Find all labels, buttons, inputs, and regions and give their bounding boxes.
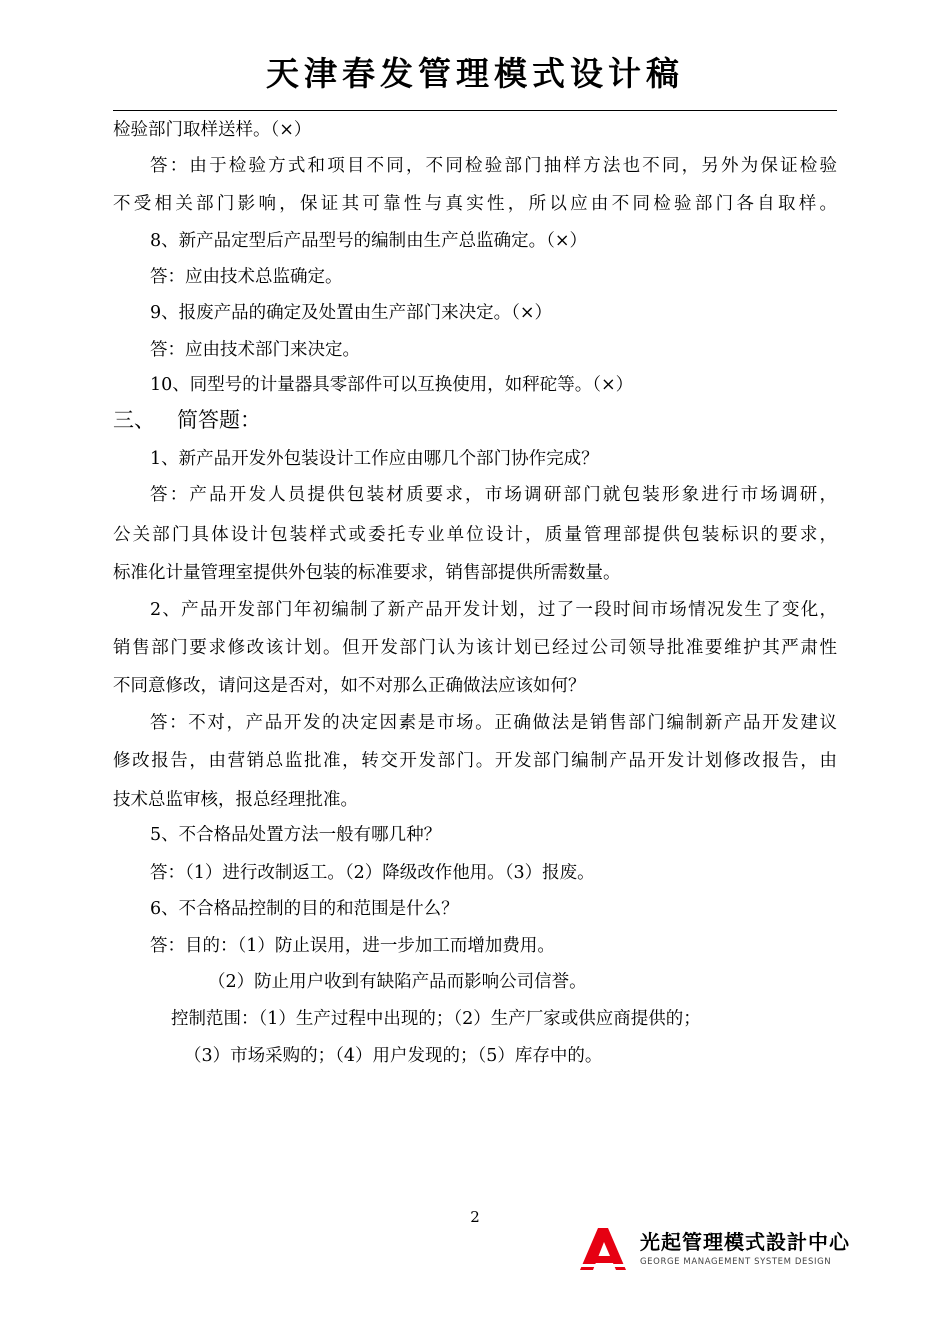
- question-line: 不同意修改，请问这是否对，如不对那么正确做法应该如何？: [113, 676, 586, 696]
- answer-line: 修改报告，由营销总监批准，转交开发部门。开发部门编制产品开发计划修改报告，由: [113, 751, 837, 771]
- answer-line: （2）防止用户收到有缺陷产品而影响公司信誉。: [208, 972, 587, 992]
- answer-line: 答：（1）进行改制返工。（2）降级改作他用。（3）报废。: [150, 863, 595, 883]
- answer-line: 答：由于检验方式和项目不同，不同检验部门抽样方法也不同，另外为保证检验: [150, 156, 837, 176]
- question-line: 5、不合格品处置方法一般有哪几种？: [150, 825, 442, 845]
- question-line: 销售部门要求修改该计划。但开发部门认为该计划已经过公司领导批准要维护其严肃性: [113, 638, 837, 658]
- answer-line: 标准化计量管理室提供外包装的标准要求，销售部提供所需数量。: [113, 563, 621, 583]
- company-logo: [578, 1226, 850, 1272]
- question-line: 1、新产品开发外包装设计工作应由哪几个部门协作完成？: [150, 449, 599, 469]
- answer-line: 答：应由技术总监确定。: [150, 267, 343, 287]
- answer-line: 控制范围：（1）生产过程中出现的；（2）生产厂家或供应商提供的；: [171, 1009, 701, 1029]
- answer-line: 答：不对，产品开发的决定因素是市场。正确做法是销售部门编制新产品开发建议: [150, 713, 837, 733]
- logo-a-mark-icon: [578, 1226, 626, 1270]
- answer-line: 答：目的：（1）防止误用，进一步加工而增加费用。: [150, 936, 555, 956]
- section-heading: [113, 406, 261, 434]
- document-header-title: 天津春发管理模式设计稿: [266, 54, 684, 93]
- question-line: 10、同型号的计量器具零部件可以互换使用，如秤砣等。（×）: [150, 375, 634, 395]
- answer-line: （3）市场采购的；（4）用户发现的；（5）库存中的。: [184, 1046, 603, 1066]
- section-number: 三、: [113, 408, 155, 432]
- answer-line: 答：产品开发人员提供包装材质要求，市场调研部门就包装形象进行市场调研，: [150, 485, 837, 505]
- answer-line: 答：应由技术部门来决定。: [150, 340, 360, 360]
- question-line: 9、报废产品的确定及处置由生产部门来决定。（×）: [150, 303, 553, 323]
- question-line: 2、产品开发部门年初编制了新产品开发计划，过了一段时间市场情况发生了变化，: [150, 600, 837, 620]
- question-line: 8、新产品定型后产品型号的编制由生产总监确定。（×）: [150, 231, 588, 251]
- page-number: 2: [470, 1208, 480, 1226]
- header-divider: [113, 110, 837, 111]
- question-line: 6、不合格品控制的目的和范围是什么？: [150, 899, 459, 919]
- section-title: 简答题：: [177, 408, 261, 432]
- answer-line: 公关部门具体设计包装样式或委托专业单位设计，质量管理部提供包装标识的要求，: [113, 525, 837, 545]
- logo-name-cn: 光起管理模式設計中心: [640, 1230, 850, 1254]
- logo-name-en: GEORGE MANAGEMENT SYSTEM DESIGN: [640, 1257, 832, 1267]
- body-line: 检验部门取样送样。（×）: [113, 120, 312, 140]
- answer-line: 不受相关部门影响，保证其可靠性与真实性，所以应由不同检验部门各自取样。: [113, 194, 837, 214]
- answer-line: 技术总监审核，报总经理批准。: [113, 790, 358, 810]
